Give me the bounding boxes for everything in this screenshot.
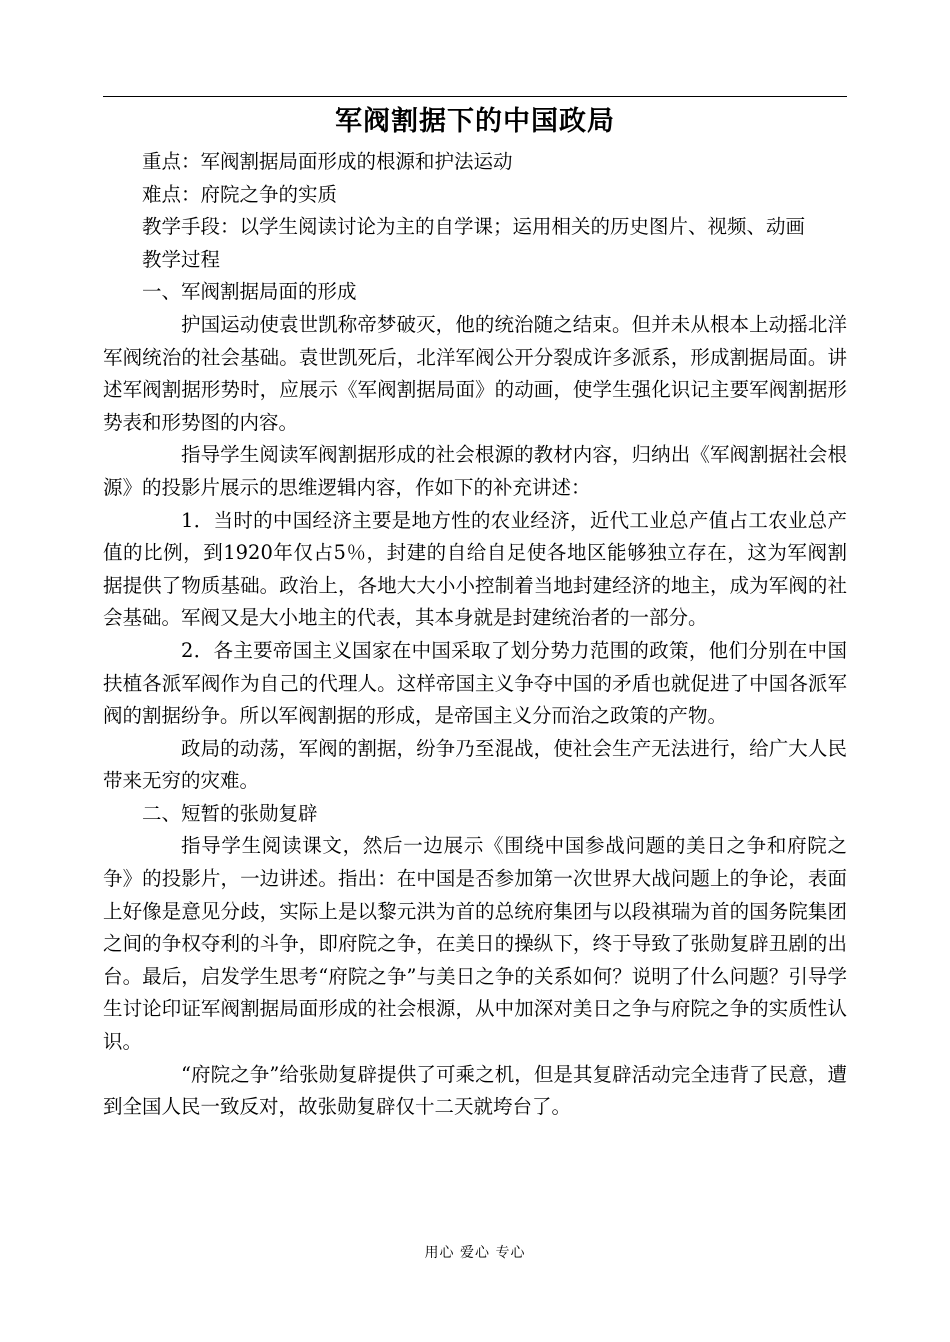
body-paragraph: 指导学生阅读课文，然后一边展示《围绕中国参战问题的美日之争和府院之争》的投影片，一边讲述。指出：在中国是否参加第一次世界大战问题上的争论，表面上好像是意见分歧，实际上是以黎元洪为首的总统府集团与以段祺瑞为首的国务院集团之间的争权夺利的斗争，即府院之争，在美日的操纵下，终于导致了张勋复辟丑剧的出台。最后，启发学生思考“府院之争”与美日之争的关系如何？说明了什么问题？引导学生讨论印证军阀割据局面形成的社会根源，从中加深对美日之争与府院之争的实质性认识。 [103,834,847,1054]
body-paragraph: 护国运动使袁世凯称帝梦破灭，他的统治随之结束。但并未从根本上动摇北洋军阀统治的社会基础。袁世凯死后，北洋军阀公开分裂成许多派系，形成割据局面。讲述军阀割据形势时，应展示《军阀割据局面》的动画，使学生强化识记主要军阀割据形势表和形势图的内容。 [103,312,847,434]
numbered-paragraph-1: 1．当时的中国经济主要是地方性的农业经济，近代工业总产值占工农业总产值的比例，到1920年仅占5％，封建的自给自足使各地区能够独立存在，这为军阀割据提供了物质基础。政治上，各地大大小小控制着当地封建经济的地主，成为军阀的社会基础。军阀又是大小地主的代表，其本身就是封建统治者的一部分。 [103,508,847,630]
key-point-line: 重点：军阀割据局面形成的根源和护法运动 [142,150,513,173]
section-heading-2: 二、短暂的张勋复辟 [142,801,318,825]
body-paragraph: 指导学生阅读军阀割据形成的社会根源的教材内容，归纳出《军阀割据社会根源》的投影片展示的思维逻辑内容，作如下的补充讲述： [103,443,847,499]
section-heading-1: 一、军阀割据局面的形成 [142,280,357,304]
body-paragraph: “府院之争”给张勋复辟提供了可乘之机，但是其复辟活动完全违背了民意，遭到全国人民一致反对，故张勋复辟仅十二天就垮台了。 [103,1062,847,1119]
difficult-point-line: 难点：府院之争的实质 [142,182,338,206]
teaching-process-heading: 教学过程 [142,247,221,271]
document-title: 军阀割据下的中国政局 [335,106,615,137]
page-footer: 用心 爱心 专心 [424,1245,526,1261]
numbered-paragraph-2: 2．各主要帝国主义国家在中国采取了划分势力范围的政策，他们分别在中国扶植各派军阀作为自己的代理人。这样帝国主义争夺中国的矛盾也就促进了中国各派军阀的割据纷争。所以军阀割据的形成，是帝国主义分而治之政策的产物。 [103,638,847,728]
header-rule [103,96,847,97]
document-body [103,146,847,1124]
body-paragraph: 政局的动荡，军阀的割据，纷争乃至混战，使社会生产无法进行，给广大人民带来无穷的灾难。 [103,736,847,793]
teaching-method-line: 教学手段：以学生阅读讨论为主的自学课；运用相关的历史图片、视频、动画 [142,215,806,239]
